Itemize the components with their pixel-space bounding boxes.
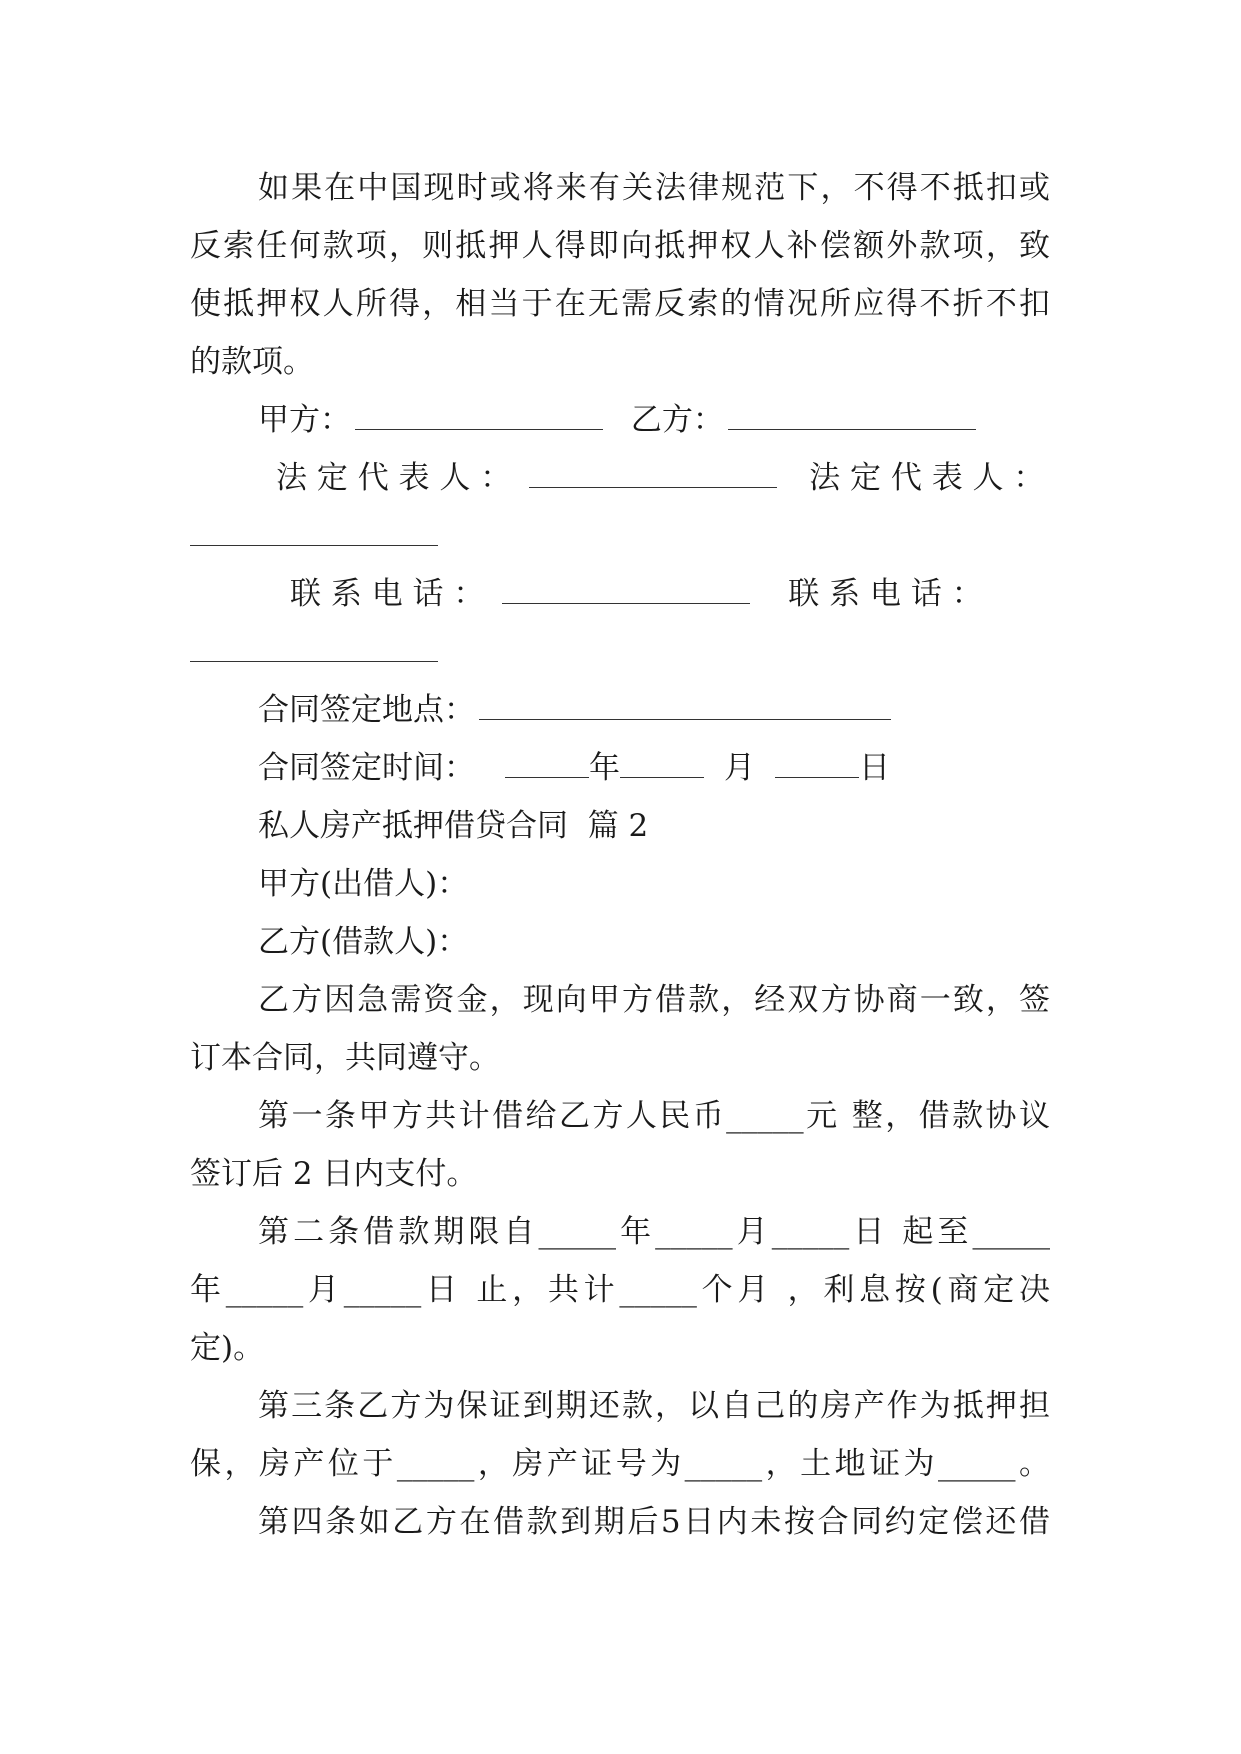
phone-b-blank-line <box>190 632 438 672</box>
party-b-blank <box>728 401 976 430</box>
sign-place-label: 合同签定地点： <box>258 692 475 728</box>
year-blank <box>505 749 589 778</box>
legal-rep-label: 法 定 代 表 人 ： <box>276 460 512 496</box>
paragraph-line: 乙方因急需资金，现向甲方借款，经双方协商一致，签 <box>258 982 1050 1018</box>
phone-line <box>290 574 983 614</box>
legal-rep-a-blank <box>529 459 777 488</box>
sign-time-line <box>258 748 890 788</box>
article-2-line: 第二条借款期限自_____年_____月_____日 起至_____ <box>258 1214 1050 1250</box>
paragraph-line: 反索任何款项，则抵押人得即向抵押权人补偿额外款项，致 <box>190 228 1050 264</box>
day-label: 日 <box>859 750 890 786</box>
party-a-blank <box>355 401 603 430</box>
contract-title: 私人房产抵押借贷合同 篇 2 <box>258 808 649 844</box>
article-3-line: 第三条乙方为保证到期还款，以自己的房产作为抵押担 <box>258 1388 1050 1424</box>
legal-rep-b-blank <box>190 517 438 546</box>
paragraph-line: 如果在中国现时或将来有关法律规范下，不得不抵扣或 <box>258 170 1050 206</box>
party-a-label: 甲方： <box>258 402 351 438</box>
party-a-lender: 甲方(出借人)： <box>258 866 469 902</box>
party-b-label: 乙方： <box>630 402 724 438</box>
legal-rep-label-2: 法 定 代 表 人 ： <box>809 460 1045 496</box>
paragraph-line: 的款项。 <box>190 344 314 380</box>
day-blank <box>775 749 859 778</box>
legal-rep-b-blank-line <box>190 516 438 556</box>
article-1-line: 签订后 2 日内支付。 <box>190 1156 478 1192</box>
sign-place-line <box>258 690 891 730</box>
party-line <box>258 400 976 440</box>
article-3-line: 保，房产位于_____，房产证号为_____，土地证为_____。 <box>190 1446 1050 1482</box>
year-label: 年 <box>589 750 620 786</box>
phone-label-2: 联 系 电 话 ： <box>788 576 983 612</box>
paragraph-line: 订本合同，共同遵守。 <box>190 1040 500 1076</box>
party-b-borrower: 乙方(借款人)： <box>258 924 469 960</box>
month-blank <box>620 749 704 778</box>
article-2-line: 定)。 <box>190 1330 265 1366</box>
legal-rep-line <box>276 458 1044 498</box>
sign-time-label: 合同签定时间： <box>258 750 475 786</box>
article-2-line: 年_____月_____日 止，共计_____个月 ，利息按(商定决 <box>190 1272 1050 1308</box>
month-label: 月 <box>724 750 755 786</box>
phone-b-blank <box>190 633 438 662</box>
sign-place-blank <box>479 691 891 720</box>
phone-a-blank <box>502 575 750 604</box>
phone-label: 联 系 电 话 ： <box>290 576 485 612</box>
paragraph-line: 使抵押权人所得，相当于在无需反索的情况所应得不折不扣 <box>190 286 1050 322</box>
article-4-line: 第四条如乙方在借款到期后5日内未按合同约定偿还借 <box>258 1504 1050 1540</box>
article-1-line: 第一条甲方共计借给乙方人民币_____元 整，借款协议 <box>258 1098 1050 1134</box>
